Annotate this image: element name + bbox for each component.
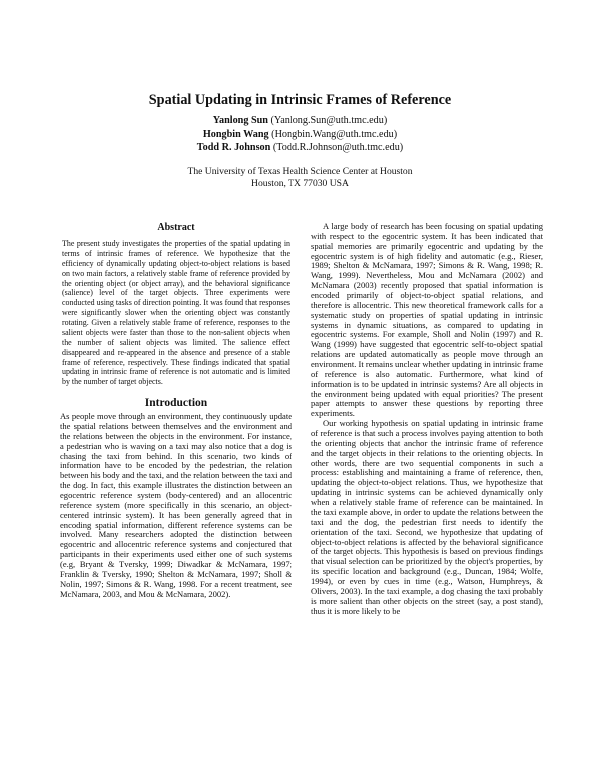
author-line	[0, 114, 600, 128]
affiliation-name: The University of Texas Health Science Center at Houston	[187, 166, 413, 177]
right-column	[311, 222, 543, 616]
affiliation	[0, 166, 600, 191]
author-name: Hongbin Wang	[202, 128, 269, 140]
affiliation-location: Houston, TX 77030 USA	[251, 178, 349, 190]
author-line	[0, 141, 600, 155]
author-email: (Yanlong.Sun@uth.tmc.edu)	[270, 115, 388, 126]
introduction-heading: Introduction	[144, 397, 208, 410]
author-email: (Hongbin.Wang@uth.tmc.edu)	[271, 128, 398, 140]
abstract-heading: Abstract	[157, 222, 195, 233]
author-email: (Todd.R.Johnson@uth.tmc.edu)	[272, 142, 404, 154]
author-name: Todd R. Johnson	[196, 142, 271, 154]
left-column	[60, 222, 292, 599]
abstract-text: The present study investigates the properties of the spatial updating in terms of intrinsic frames of reference. We hypothesize that the efficiency of dynamically updating object-to-object relations is based on two main factors, a relatively stable frame of reference provided by the orienting object (or object array), and the behavioral significance (salience) level of the target objects. Three experiments were conducted using tasks of direction pointing. It was found that responses were significantly slower when the orienting object was constantly rotating. Given a relatively stable frame of reference, responses to the salient objects were faster than those to the non-salient objects when the number of salient objects was limited. The salience effect disappeared and re-appeared in the absence and presence of a stable frame of reference, respectively. These findings indicated that spatial updating in intrinsic frame of reference is not automatic and is limited by the number of target objects.	[62, 239, 290, 387]
author-list	[0, 114, 600, 155]
introduction-paragraph-2: A large body of research has been focusing on spatial updating with respect to the egocentric system. It has been indicated that spatial memories are primarily egocentric and updating by the egocentric system is of high fidelity and automatic (e.g., Rieser, 1989; Shelton & McNamara, 1997; Simons & R. Wang, 1998; R. Wang, 1999). Nevertheless, Mou and McNamara (2002) and McNamara (2003) recently proposed that spatial information is encoded primarily of object-to-object spatial relations, and therefore is allocentric. This new theoretical framework calls for a systematic study on properties of spatial updating in intrinsic systems in dynamic situations, as compared to updating in egocentric systems. For example, Sholl and Nolin (1997) and R. Wang (1999) have suggested that egocentric self-to-object spatial relations are updated automatically as people move through an environment. It remains unclear whether updating in intrinsic frame of reference is also automatic. Furthermore, what kind of information is to be updated in intrinsic systems? Are all objects in the environment being updated with equal priorities? The present paper attempts to answer these questions by reporting three experiments.	[311, 221, 543, 419]
introduction-paragraph-3: Our working hypothesis on spatial updating in intrinsic frame of reference is that such a process involves paying attention to both the orienting objects that anchor the intrinsic frame of reference and the target objects in their relations to the orienting objects. In other words, there are two sequential components in such a process: establishing and maintaining a frame of reference, then, updating the object-to-object relations. Thus, we hypothesize that updating in intrinsic systems can be achieved dynamically only when a relatively stable frame of reference can be maintained. In the taxi example above, in order to update the relations between the taxi and the dog, the pedestrian first needs to identify the orientation of the taxi. Second, we hypothesize that updating of object-to-object relations is affected by the behavioral significance of the target objects. This hypothesis is based on previous findings that visual selection can be prioritized by the object's properties, by its specific location and background (e.g., Duncan, 1984; Wolfe, 1994), or even by cues in time (e.g., Watson, Humphreys, & Olivers, 2003). In the taxi example, a dog chasing the taxi probably is more salient than other objects on the street (say, a post stand), thus it is more likely to be	[311, 418, 543, 616]
introduction-paragraph-1: As people move through an environment, they continuously update the spatial relations between themselves and the environment and the relations between the objects in the environment. For instance, a pedestrian who is waving on a taxi may also notice that a dog is chasing the taxi from behind. In this scenario, two kinds of information have to be encoded by the pedestrian, the relation between his body and the taxi, and the relation between the taxi and the dog. In fact, this example illustrates the distinction between an egocentric reference system (body-centered) and an allocentric reference system (more specifically in this scenario, an object-centered intrinsic system). It has been generally agreed that in encoding spatial information, different reference systems can be involved. Many researchers adopted the distinction between egocentric and allocentric reference systems and conjectured that participants in their experiments used either one of such systems (e.g, Bryant & Tversky, 1999; Diwadkar & McNamara, 1997; Franklin & Tversky, 1990; Shelton & McNamara, 1997; Sholl & Nolin, 1997; Simons & R. Wang, 1998. For a recent treatment, see McNamara, 2003, and Mou & McNamara, 2002).	[60, 411, 292, 599]
paper-title: Spatial Updating in Intrinsic Frames of Reference	[148, 92, 452, 108]
author-name: Yanlong Sun	[212, 115, 268, 126]
author-line	[0, 128, 600, 142]
